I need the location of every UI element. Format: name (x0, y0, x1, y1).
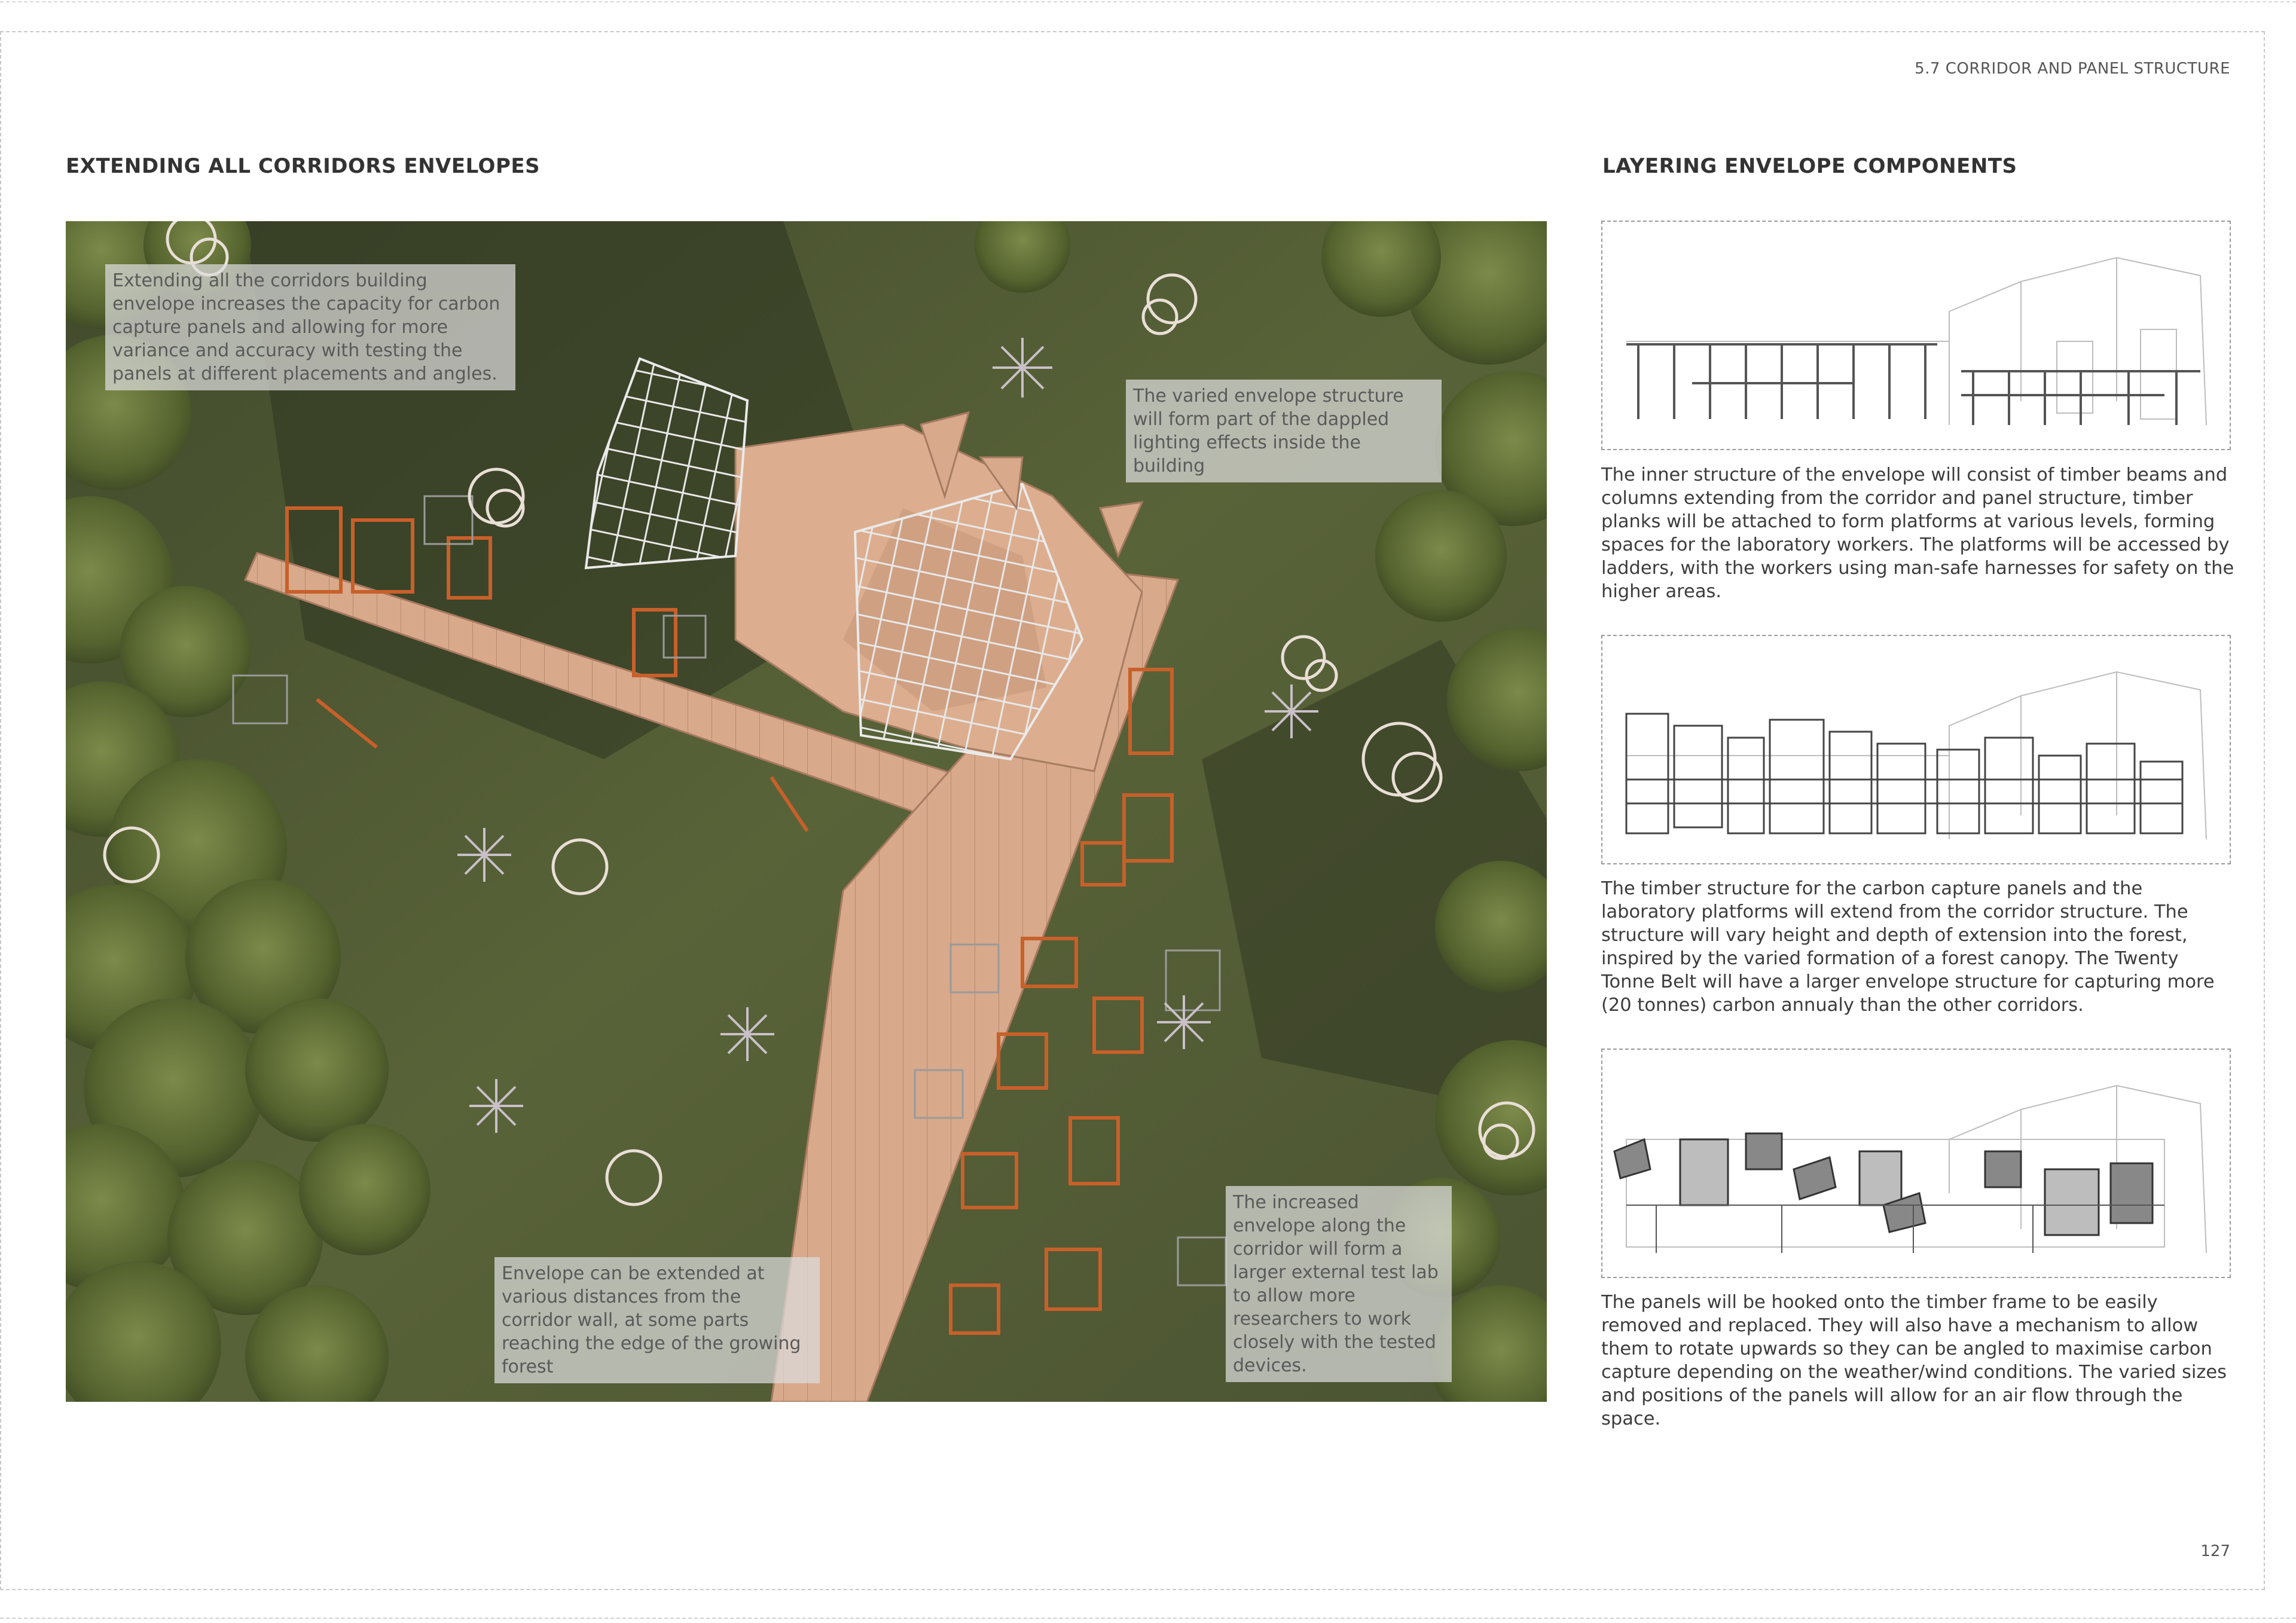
left-section-title: EXTENDING ALL CORRIDORS ENVELOPES (66, 154, 541, 178)
annotation-corridor-envelope: Extending all the corridors building envelope increases the capacity for carbon capture panels and allowing for more variance and accuracy with testing the panels at different placements and angles. (105, 264, 515, 390)
annotation-test-lab: The increased envelope along the corridor will form a larger external test lab to allow more researchers to work closely with the tested devices. (1226, 1186, 1452, 1382)
frame-bottom-line (0, 1618, 2296, 1619)
paragraph-timber-structure: The timber structure for the carbon capture panels and the laboratory platforms will extend from the corridor structure. The structure will vary height and depth of extension into the forest, inspired by the varied formation of a forest canopy. The Twenty Tonne Belt will have a larger envelope structure for capturing more (20 tonnes) carbon annualy than the other corridors. (1601, 878, 2215, 1016)
annotation-envelope-distance: Envelope can be extended at various distances from the corridor wall, at some parts reaching the edge of the growing forest (494, 1257, 820, 1383)
timber-structure-drawing (1602, 636, 2230, 863)
annotation-dappled-lighting: The varied envelope structure will form part of the dappled lighting effects inside the building (1126, 380, 1442, 482)
diagram-panels (1601, 1049, 2231, 1278)
diagram-inner-structure (1601, 221, 2231, 450)
aerial-site-image (66, 221, 1547, 1402)
right-section-title: LAYERING ENVELOPE COMPONENTS (1602, 154, 2017, 178)
paragraph-panels: The panels will be hooked onto the timber frame to be easily removed and replaced. They will also have a mechanism to allow them to rotate upwards so they can be angled to maximise carbon capture depending on the weather/wind conditions. The varied sizes and positions of the panels will allow for an air flow through the space. (1601, 1292, 2227, 1429)
diagram-timber-structure (1601, 635, 2231, 864)
section-label: 5.7 CORRIDOR AND PANEL STRUCTURE (1915, 60, 2230, 78)
paragraph-inner-structure: The inner structure of the envelope will consist of timber beams and columns extending from the corridor and panel structure, timber planks will be attached to form platforms at various levels, forming spaces for the laboratory workers. The platforms will be accessed by ladders, with the workers using man-safe harnesses for safety on the higher areas. (1601, 464, 2234, 602)
inner-structure-drawing (1602, 222, 2230, 449)
frame-top-line (0, 1, 2296, 2)
page-number: 127 (2200, 1542, 2230, 1560)
panels-drawing (1602, 1050, 2230, 1277)
